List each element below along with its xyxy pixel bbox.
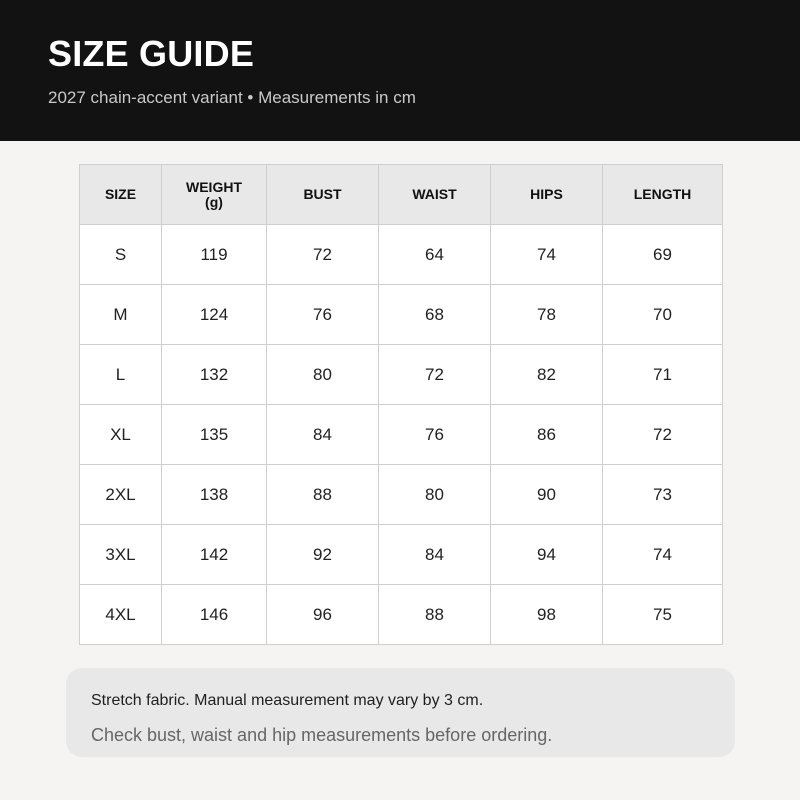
table-cell: 72 [267, 225, 379, 285]
table-cell: 73 [603, 465, 723, 525]
table-cell: 124 [162, 285, 267, 345]
measurement-note [66, 668, 735, 757]
table-row [80, 405, 723, 465]
table-cell: 88 [267, 465, 379, 525]
size-table-container [79, 164, 722, 645]
table-cell: 96 [267, 585, 379, 645]
table-row [80, 285, 723, 345]
table-cell: 84 [379, 525, 491, 585]
table-row [80, 585, 723, 645]
table-row [80, 225, 723, 285]
table-cell: 80 [267, 345, 379, 405]
header-row [80, 165, 723, 225]
table-cell: 86 [491, 405, 603, 465]
table-cell: 135 [162, 405, 267, 465]
table-cell: 146 [162, 585, 267, 645]
column-header-weight-g: WEIGHT (g) [162, 165, 267, 225]
table-cell: 70 [603, 285, 723, 345]
table-cell: 76 [267, 285, 379, 345]
table-cell: XL [80, 405, 162, 465]
column-header-hips: HIPS [491, 165, 603, 225]
table-cell: 4XL [80, 585, 162, 645]
table-cell: 138 [162, 465, 267, 525]
table-cell: L [80, 345, 162, 405]
column-header-length: LENGTH [603, 165, 723, 225]
note-fabric-text: Stretch fabric. Manual measurement may vary by 3 cm. [91, 692, 484, 709]
page-header [0, 0, 800, 141]
table-cell: 3XL [80, 525, 162, 585]
table-cell: 71 [603, 345, 723, 405]
table-cell: 74 [603, 525, 723, 585]
table-cell: 84 [267, 405, 379, 465]
table-cell: 119 [162, 225, 267, 285]
page-subtitle: 2027 chain-accent variant • Measurements in cm [48, 88, 416, 107]
table-cell: 88 [379, 585, 491, 645]
table-row [80, 465, 723, 525]
page-title: SIZE GUIDE [48, 33, 255, 74]
size-table-header [80, 165, 723, 225]
table-row [80, 345, 723, 405]
table-cell: 64 [379, 225, 491, 285]
column-header-bust: BUST [267, 165, 379, 225]
size-table-body [80, 225, 723, 645]
table-cell: 94 [491, 525, 603, 585]
table-cell: 98 [491, 585, 603, 645]
table-cell: 69 [603, 225, 723, 285]
table-cell: 132 [162, 345, 267, 405]
table-cell: 80 [379, 465, 491, 525]
table-cell: 76 [379, 405, 491, 465]
table-cell: 72 [379, 345, 491, 405]
table-cell: 90 [491, 465, 603, 525]
note-check-text: Check bust, waist and hip measurements before ordering. [91, 725, 553, 745]
table-cell: 68 [379, 285, 491, 345]
table-cell: M [80, 285, 162, 345]
column-header-size: SIZE [80, 165, 162, 225]
table-row [80, 525, 723, 585]
table-cell: 78 [491, 285, 603, 345]
table-cell: 2XL [80, 465, 162, 525]
table-cell: 82 [491, 345, 603, 405]
size-table [79, 164, 723, 645]
table-cell: S [80, 225, 162, 285]
column-header-waist: WAIST [379, 165, 491, 225]
table-cell: 142 [162, 525, 267, 585]
table-cell: 92 [267, 525, 379, 585]
table-cell: 74 [491, 225, 603, 285]
table-cell: 75 [603, 585, 723, 645]
table-cell: 72 [603, 405, 723, 465]
